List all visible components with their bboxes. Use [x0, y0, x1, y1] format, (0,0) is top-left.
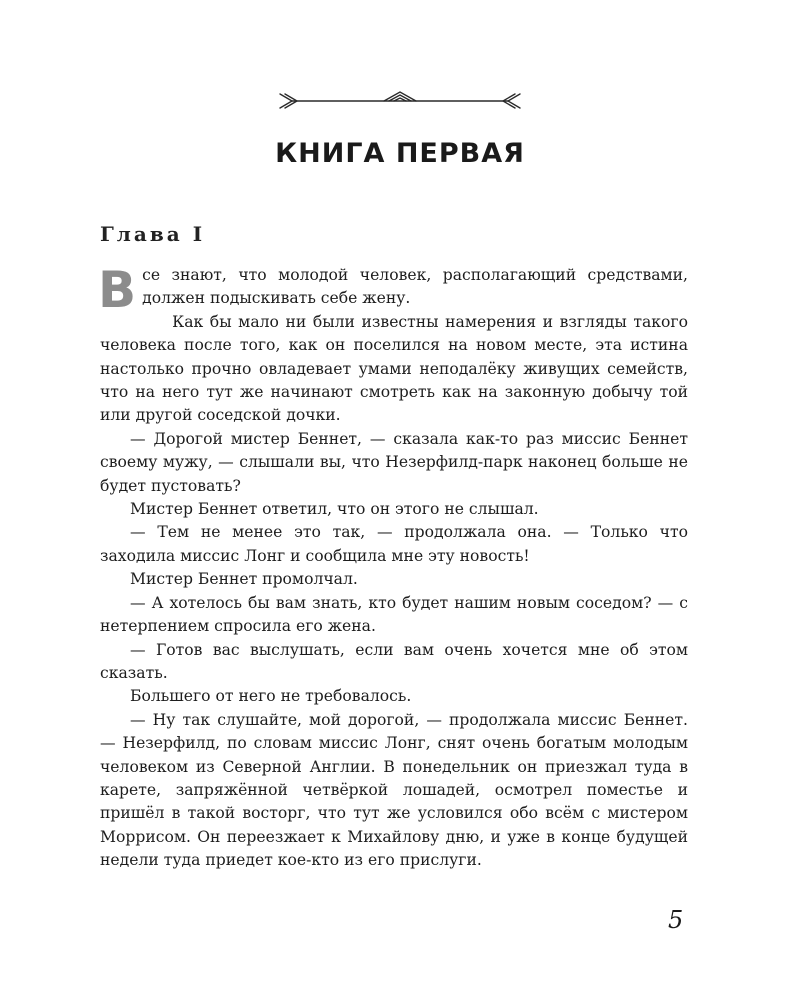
- paragraph-1-text: се знают, что молодой человек, располагающий средствами, должен подыскивать себе жену.: [142, 266, 688, 308]
- paragraph-5: — Тем не менее это так, — продолжала она. — Только что заходила миссис Лонг и сообщила мне эту новость!: [100, 523, 688, 565]
- paragraph-6: Мистер Беннет промолчал.: [130, 570, 358, 589]
- paragraph-3: — Дорогой мистер Беннет, — сказала как-то раз миссис Беннет своему мужу, — слышали вы, что Незерфилд-парк наконец больше не будет пустовать?: [100, 429, 688, 495]
- decorative-divider-icon: [278, 90, 522, 112]
- paragraph-9: Большего от него не требовалось.: [130, 687, 412, 706]
- paragraph-4: Мистер Беннет ответил, что он этого не слышал.: [130, 500, 539, 519]
- paragraph-7: — А хотелось бы вам знать, кто будет нашим новым соседом? — с нетерпением спросила его жена.: [100, 593, 688, 636]
- paragraph-2: Как бы мало ни были известны намерения и взгляды такого человека после того, как он поселился на новом месте, эта истина настолько прочно овладевает умами неподалёку живущих семейств, что на него тут же начинают смотреть как на законную добычу той или другой соседской дочки.: [100, 312, 688, 425]
- page-number: 5: [668, 906, 684, 934]
- paragraph-8: — Готов вас выслушать, если вам очень хочется мне об этом сказать.: [100, 640, 688, 682]
- drop-cap: В: [98, 261, 137, 319]
- body-text: [98, 261, 688, 873]
- chapter-title: Глава I: [100, 222, 206, 246]
- book-title: КНИГА ПЕРВАЯ: [275, 138, 525, 169]
- paragraph-10: — Ну так слушайте, мой дорогой, — продолжала миссис Беннет. — Незерфилд, по словам миссис Лонг, снят очень богатым молодым человеком из Северной Англии. В понедельник он приезжал туда в карете, запряжённой четвёркой лошадей, осмотрел поместье и пришёл в такой восторг, что тут же условился обо всём с мистером Моррисом. Он переезжает к Михайлову дню, и уже в конце будущей недели туда приедет кое-кто из его прислуги.: [100, 710, 688, 870]
- paragraph-1: [98, 261, 688, 319]
